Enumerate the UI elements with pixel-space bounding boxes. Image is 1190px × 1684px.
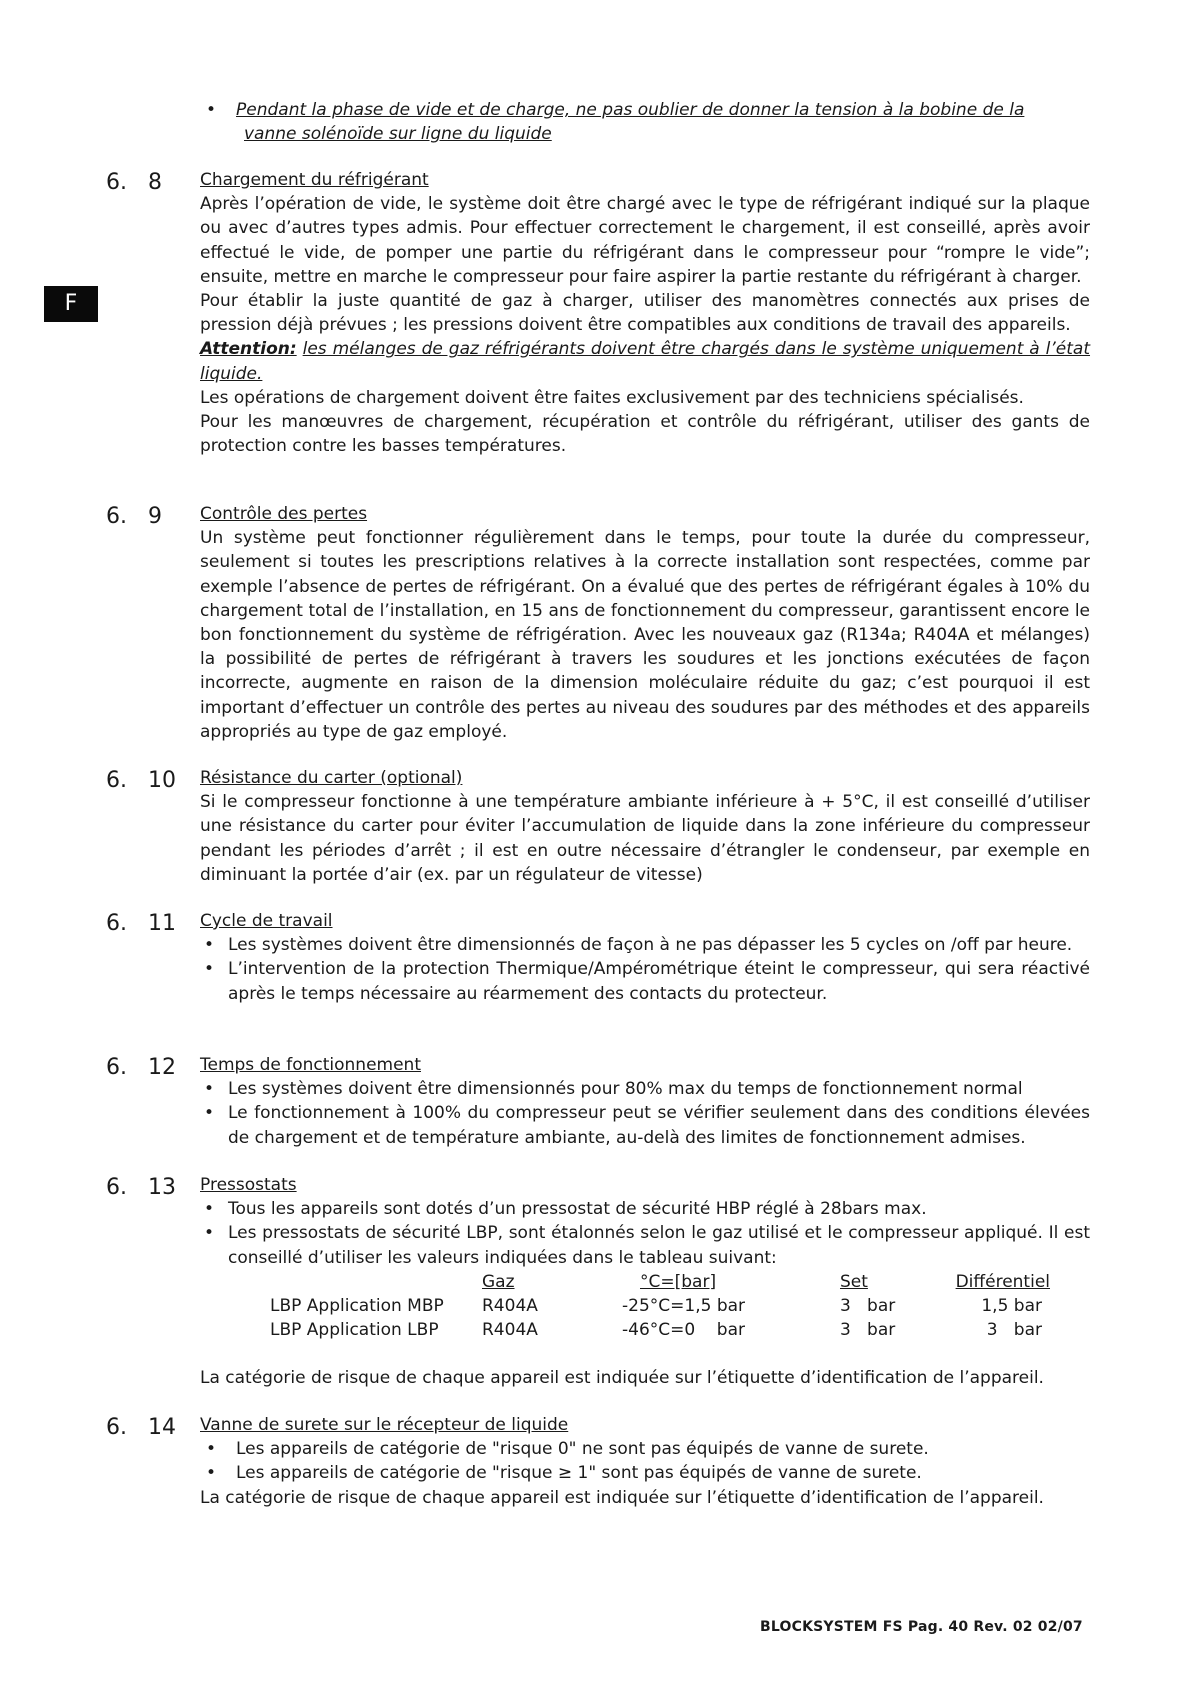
bullet-icon: • — [206, 100, 217, 120]
table-header-cell: Différentiel — [955, 1271, 1050, 1292]
table-cell: -46°C=0 bar — [622, 1320, 746, 1341]
paragraph: Les opérations de chargement doivent être faites exclusivement par des techniciens spécialisés. — [200, 387, 1024, 408]
attention-label: Attention: — [200, 339, 297, 360]
table-header-cell: Gaz — [482, 1271, 515, 1292]
top-bullet — [206, 98, 1096, 146]
table-cell: R404A — [482, 1296, 538, 1317]
table-cell: -25°C=1,5 bar — [622, 1296, 746, 1317]
attention-note — [200, 337, 1090, 385]
list-item: • Les appareils de catégorie de "risque 0" ne sont pas équipés de vanne de surete. — [200, 1437, 1090, 1461]
section-number-6-10: 6. 10 — [106, 768, 176, 793]
risk-category-note: La catégorie de risque de chaque appareil est indiquée sur l’étiquette d’identification de l’appareil. — [200, 1368, 1044, 1389]
list-item: • Les appareils de catégorie de "risque ≥ 1" sont pas équipés de vanne de surete. — [200, 1461, 1090, 1485]
paragraph: Si le compresseur fonctionne à une température ambiante inférieure à + 5°C, il est conseillé d’utiliser une résistance du carter pour éviter l’accumulation de liquide dans la zone inférieure du compresseur pendant les périodes d’arrêt ; il est en outre nécessaire d’étrangler le condenseur, par exemple en diminuant la portée d’air (ex. par un régulateur de vitesse) — [200, 792, 1090, 885]
section-title: Vanne de surete sur le récepteur de liquide — [200, 1415, 569, 1435]
attention-text: les mélanges de gaz réfrigérants doivent être chargés dans le système uniquement à l’état liquide. — [200, 339, 1091, 384]
table-header-cell — [270, 1270, 482, 1294]
pressostat-table — [270, 1270, 1050, 1343]
paragraph: Pour établir la juste quantité de gaz à charger, utiliser des manomètres connectés aux prises de pression déjà prévues ; les pressions doivent être compatibles aux conditions de travail des appareils. — [200, 291, 1090, 336]
section-title: Contrôle des pertes — [200, 504, 368, 524]
section-number-6-9: 6. 9 — [106, 504, 162, 529]
risk-category-note: La catégorie de risque de chaque appareil est indiquée sur l’étiquette d’identification de l’appareil. — [200, 1487, 1044, 1508]
section-6-14 — [200, 1413, 1090, 1510]
table-cell: 3 bar — [840, 1320, 896, 1341]
table-cell: LBP Application LBP — [270, 1320, 439, 1341]
table-row — [270, 1318, 1050, 1342]
section-6-8 — [200, 168, 1090, 458]
table-cell: 1,5 bar — [981, 1296, 1042, 1317]
list-item: • Les pressostats de sécurité LBP, sont étalonnés selon le gaz utilisé et le compresseur appliqué. Il est conseillé d’utiliser les valeurs indiquées dans le tableau suivant: — [200, 1221, 1090, 1269]
top-bullet-line-2: vanne solénoïde sur ligne du liquide — [244, 124, 552, 145]
section-number-6-8: 6. 8 — [106, 170, 162, 195]
top-bullet-line-1: Pendant la phase de vide et de charge, ne pas oublier de donner la tension à la bobine de la — [236, 100, 1025, 120]
paragraph: Après l’opération de vide, le système doit être chargé avec le type de réfrigérant indiqué sur la plaque ou avec d’autres types admis. Pour effectuer correctement le chargement, il est conseillé, après avoir effectué le vide, de pomper une partie du réfrigérant dans le compresseur pour “rompre le vide”; ensuite, mettre en marche le compresseur pour faire aspirer la partie restante du réfrigérant à charger. — [200, 194, 1090, 287]
list-item: • L’intervention de la protection Thermique/Ampérométrique éteint le compresseur, qui sera réactivé après le temps nécessaire au réarmement des contacts du protecteur. — [200, 957, 1090, 1005]
section-6-10 — [200, 766, 1090, 887]
section-number-6-14: 6. 14 — [106, 1415, 176, 1440]
section-number-6-13: 6. 13 — [106, 1175, 176, 1200]
table-header-cell: Set — [840, 1271, 868, 1292]
table-cell: 3 bar — [986, 1320, 1042, 1341]
language-tab: F — [44, 286, 98, 322]
table-cell: LBP Application MBP — [270, 1296, 444, 1317]
table-row — [270, 1294, 1050, 1318]
table-cell: 3 bar — [840, 1296, 896, 1317]
list-item: • Tous les appareils sont dotés d’un pressostat de sécurité HBP réglé à 28bars max. — [200, 1197, 1090, 1221]
section-number-6-11: 6. 11 — [106, 911, 176, 936]
list-item: • Le fonctionnement à 100% du compresseur peut se vérifier seulement dans des conditions élevées de chargement et de température ambiante, au-delà des limites de fonctionnement admises. — [200, 1101, 1090, 1149]
section-6-9 — [200, 502, 1090, 744]
section-6-13 — [200, 1173, 1090, 1391]
section-number-6-12: 6. 12 — [106, 1055, 176, 1080]
section-title: Chargement du réfrigérant — [200, 170, 429, 190]
table-header-cell: °C=[bar] — [640, 1271, 717, 1292]
table-header-row — [270, 1270, 1050, 1294]
section-6-11 — [200, 909, 1090, 1006]
list-item: • Les systèmes doivent être dimensionnés pour 80% max du temps de fonctionnement normal — [200, 1077, 1090, 1101]
paragraph: Pour les manœuvres de chargement, récupération et contrôle du réfrigérant, utiliser des gants de protection contre les basses températures. — [200, 412, 1090, 457]
section-6-12 — [200, 1053, 1090, 1150]
section-title: Cycle de travail — [200, 911, 333, 931]
list-item: • Les systèmes doivent être dimensionnés de façon à ne pas dépasser les 5 cycles on /off par heure. — [200, 933, 1090, 957]
table-cell: R404A — [482, 1320, 538, 1341]
paragraph: Un système peut fonctionner régulièrement dans le temps, pour toute la durée du compresseur, seulement si toutes les prescriptions relatives à la correcte installation sont respectées, comme par exemple l’absence de pertes de réfrigérant. On a évalué que des pertes de réfrigérant égales à 10% du chargement total de l’installation, en 15 ans de fonctionnement du compresseur, garantissent encore le bon fonctionnement du système de réfrigération. Avec les nouveaux gaz (R134a; R404A et mélanges) la possibilité de pertes de réfrigérant à travers les soudures et les jonctions exécutées de façon incorrecte, augmente en raison de la dimension moléculaire réduite du gaz; c’est pourquoi il est important d’effectuer un contrôle des pertes au niveau des soudures par des méthodes et des appareils appropriés au type de gaz employé. — [200, 528, 1090, 742]
section-title: Pressostats — [200, 1175, 297, 1195]
section-title: Résistance du carter (optional) — [200, 768, 463, 788]
page-footer: BLOCKSYSTEM FS Pag. 40 Rev. 02 02/07 — [760, 1619, 1083, 1635]
section-title: Temps de fonctionnement — [200, 1055, 421, 1075]
